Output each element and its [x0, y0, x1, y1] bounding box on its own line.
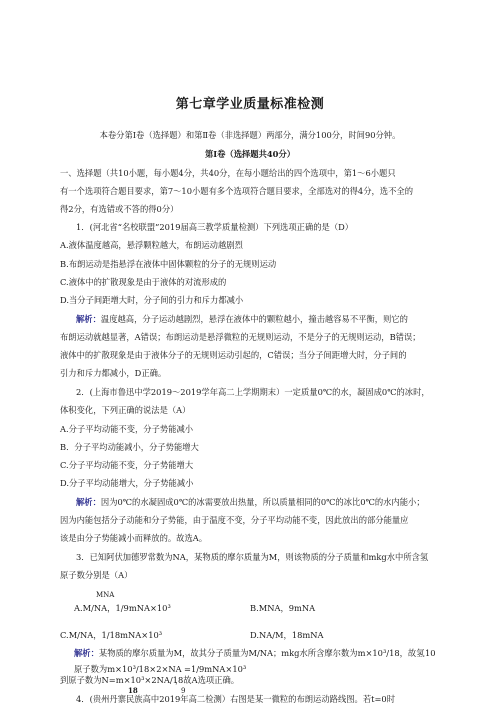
section-heading: 第Ⅰ卷（选择题共40分） [204, 149, 296, 159]
question-2-stem: 2．(上海市鲁迅中学2019～2019学年高二上学期期末）一定质量0℃的水，凝固成0℃的冰时， [76, 387, 430, 397]
question-2-option-d: D.分子平均动能增大，分子势能减小 [60, 478, 194, 488]
question-3-option-d: D.NA/M，18mNA [250, 630, 324, 640]
question-3-stem: 原子数分别是（A） [60, 570, 133, 580]
exam-intro: 本卷分第Ⅰ卷（选择题）和第Ⅱ卷（非选择题）两部分，满分100分，时间90分钟。 [99, 130, 401, 140]
instructions-line: 有一个选项符合题目要求，第7～10小题有多个选项符合题目要求，全部选对的得4分，选不全的 [60, 186, 413, 196]
analysis-text: =1/9mNA×10³ [184, 664, 247, 674]
question-1-option-a: A.液体温度越高，悬浮颗粒越大，布朗运动越剧烈 [60, 240, 243, 250]
question-3-stem: 3．已知阿伏加德罗常数为NA，某物质的摩尔质量为M，则该物质的分子质量和mkg水中所含氢 [76, 552, 429, 562]
question-1-option-c: C.液体中的扩散现象是由于液体的对流形成的 [60, 277, 227, 287]
instructions-line: 一、选择题（共10小题，每小题4分，共40分，在每小题给出的四个选项中，第1～6小题只 [60, 168, 396, 178]
analysis-text: 到原子数为N=m×10³×2NA/18 [60, 675, 184, 685]
question-1-stem: 1．(河北省“名校联盟”2019届高三教学质量检测）下列选项正确的是（D） [76, 222, 354, 232]
formula-fragment: 18 [128, 686, 138, 695]
question-1-option-b: B.布朗运动是指悬浮在液体中固体颗粒的分子的无规则运动 [60, 259, 277, 269]
question-2-analysis [76, 497, 425, 507]
question-2-option-c: C.分子平均动能不变，分子势能增大 [60, 460, 194, 470]
analysis-text: 因为内能包括分子动能和分子势能，由于温度不变，分子平均动能不变，因此放出的部分能量应 [60, 515, 409, 525]
question-3-option-b: B.MNA，9mNA [250, 603, 316, 613]
question-2-option-a: A.分子平均动能不变，分子势能减小 [60, 424, 194, 434]
analysis-label: 解析： [76, 497, 101, 507]
analysis-text: 液体中的扩散现象是由于液体分子的无规则运动引起的，C错误；当分子间距增大时，分子间的 [60, 350, 407, 360]
analysis-text: 某物质的摩尔质量为M，故其分子质量为M/NA；mkg水所含摩尔数为m×10³/18，故氢 [98, 648, 425, 658]
analysis-text: 引力和斥力都减小，D正确。 [60, 368, 167, 378]
analysis-text: 布朗运动就越显著，A错误；布朗运动是悬浮微粒的无规则运动，不是分子的无规则运动，B错误； [60, 332, 421, 342]
page-title: 第七章学业质量标准检测 [175, 97, 325, 112]
question-4-stem: 4．(贵州丹寨民族高中2019年高二检测）右图是某一微粒的布朗运动路线图。若t=0时 [76, 694, 395, 704]
question-1-option-d: D.当分子间距增大时，分子间的引力和斥力都减小 [60, 295, 244, 305]
analysis-number: 10 [425, 648, 436, 658]
analysis-label: 解析： [76, 314, 101, 324]
analysis-text: 原子数为m×10³/18×2×NA [74, 664, 182, 674]
question-2-stem: 体积变化，下列正确的说法是（A） [60, 405, 191, 415]
formula-fragment: MNA [96, 591, 115, 599]
question-3-option-c: C.M/NA，1/18mNA×10³ [60, 630, 163, 640]
analysis-text: 因为0℃的水凝固成0℃的冰需要放出热量，所以质量相同的0℃的冰比0℃的水内能小； [100, 497, 425, 507]
formula-fragment: 9 [181, 687, 186, 695]
instructions-line: 得2分，有选错或不答的得0分） [60, 204, 179, 214]
analysis-text: 温度越高，分子运动越剧烈，悬浮在液体中的颗粒越小，撞击越容易不平衡，则它的 [100, 314, 408, 324]
question-3-analysis [74, 648, 425, 658]
analysis-label: 解析： [74, 648, 99, 658]
question-1-analysis [76, 314, 408, 324]
question-2-option-b: B．分子平均动能减小，分子势能增大 [60, 442, 199, 452]
analysis-text: ，故A选项正确。 [175, 675, 240, 685]
question-3-option-a: A.M/NA，1/9mNA×10³ [74, 603, 171, 613]
analysis-text: 该是由分子势能减小而释放的。故选A。 [60, 533, 208, 543]
